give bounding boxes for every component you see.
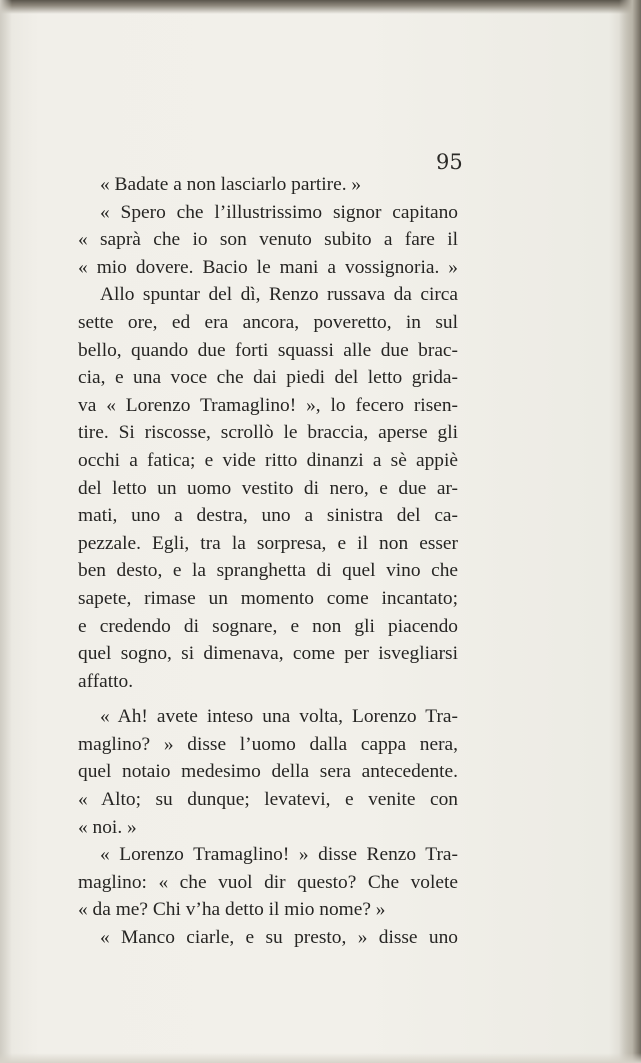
text-line: mati, uno a destra, uno a sinistra del ca- bbox=[78, 505, 458, 527]
text-line: Allo spuntar del dì, Renzo russava da circa bbox=[100, 284, 458, 306]
text-line: « Alto; su dunque; levatevi, e venite con bbox=[78, 789, 458, 811]
text-line: occhi a fatica; e vide ritto dinanzi a sè appiè bbox=[78, 449, 458, 471]
page-number: 95 bbox=[436, 150, 463, 174]
text-line: « noi. » bbox=[78, 816, 137, 838]
text-line: « Manco ciarle, e su presto, » disse uno bbox=[100, 927, 458, 949]
text-line: bello, quando due forti squassi alle due brac- bbox=[78, 339, 458, 361]
page-top-shadow bbox=[0, 0, 641, 14]
text-line: sapete, rimase un momento come incantato; bbox=[78, 587, 458, 609]
text-line: « da me? Chi v’ha detto il mio nome? » bbox=[78, 899, 386, 921]
text-line: quel notaio medesimo della sera antecedente. bbox=[78, 761, 458, 783]
page-text bbox=[78, 171, 458, 952]
text-line: « saprà che io son venuto subito a fare il bbox=[78, 229, 458, 251]
text-line: affatto. bbox=[78, 670, 134, 692]
text-line: ben desto, e la spranghetta di quel vino che bbox=[78, 560, 458, 582]
text-line: sette ore, ed era ancora, poveretto, in sul bbox=[78, 311, 458, 333]
text-line: va « Lorenzo Tramaglino! », lo fecero risen- bbox=[78, 394, 458, 416]
text-line: « Lorenzo Tramaglino! » disse Renzo Tra- bbox=[100, 844, 458, 866]
page-bottom-edge bbox=[0, 1053, 641, 1063]
text-line: « Spero che l’illustrissimo signor capitano bbox=[100, 201, 458, 223]
text-line: pezzale. Egli, tra la sorpresa, e il non esser bbox=[78, 532, 458, 554]
text-line: « mio dovere. Bacio le mani a vossignoria. » bbox=[78, 256, 458, 278]
page-right-edge bbox=[619, 0, 641, 1063]
text-line: e credendo di sognare, e non gli piacendo bbox=[78, 615, 458, 637]
text-line: « Badate a non lasciarlo partire. » bbox=[100, 174, 362, 195]
text-line: del letto un uomo vestito di nero, e due ar- bbox=[78, 477, 458, 499]
text-line: tire. Si riscosse, scrollò le braccia, aperse gli bbox=[78, 422, 458, 444]
text-line: maglino? » disse l’uomo dalla cappa nera, bbox=[78, 733, 458, 755]
text-line: quel sogno, si dimenava, come per isvegliarsi bbox=[78, 643, 458, 665]
text-line: « Ah! avete inteso una volta, Lorenzo Tra- bbox=[100, 706, 458, 728]
text-line: maglino: « che vuol dir questo? Che volete bbox=[78, 871, 458, 893]
page-left-edge bbox=[0, 0, 12, 1063]
text-line: cia, e una voce che dai piedi del letto grida- bbox=[78, 367, 458, 389]
